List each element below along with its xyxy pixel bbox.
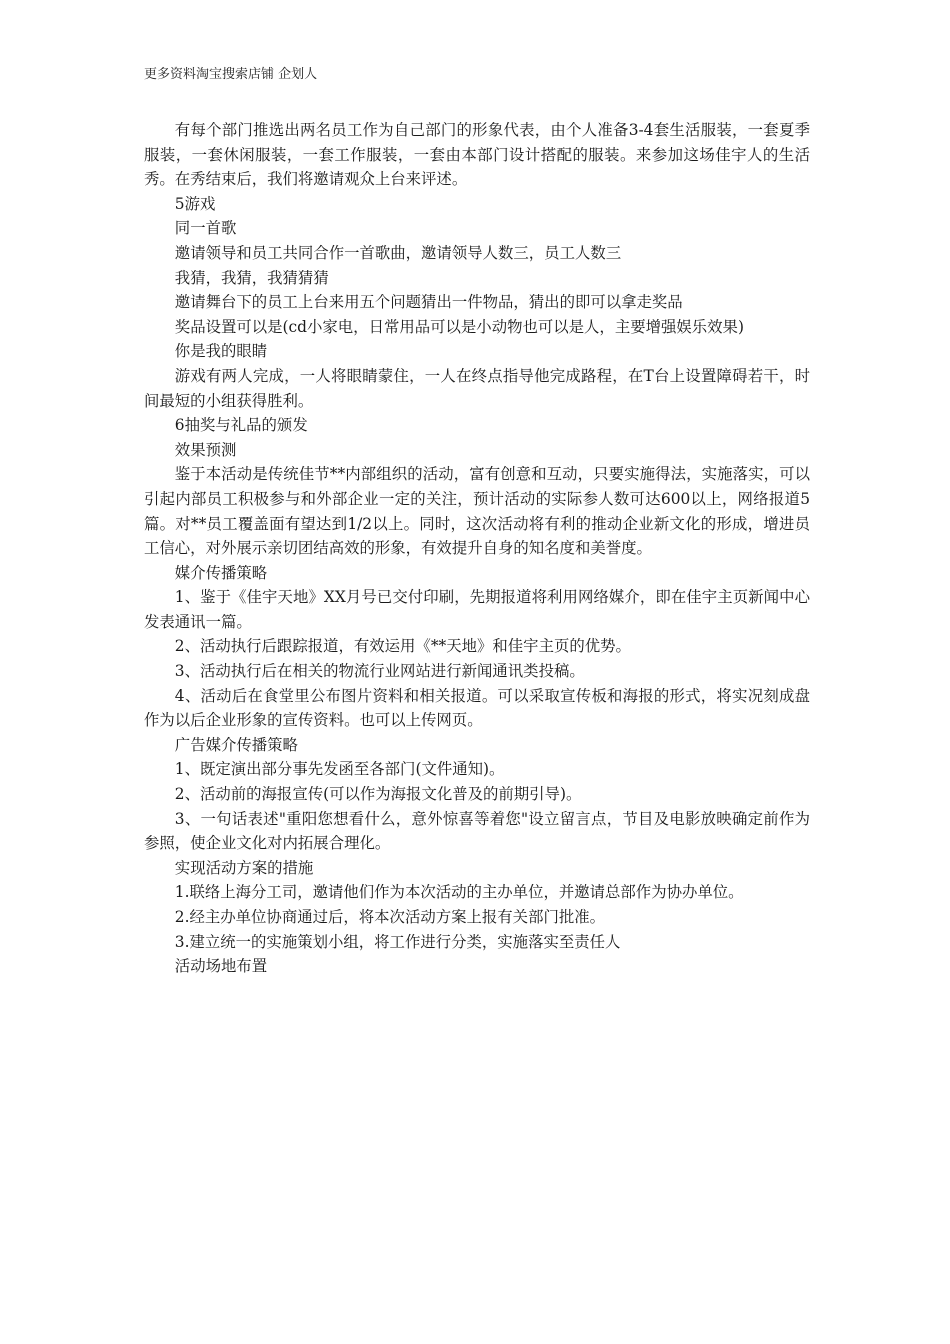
subheading: 你是我的眼睛 bbox=[174, 342, 268, 361]
list-item: 3、活动执行后在相关的物流行业网站进行新闻通讯类投稿。 bbox=[174, 662, 585, 681]
list-item: 1.联络上海分工司，邀请他们作为本次活动的主办单位，并邀请总部作为协办单位。 bbox=[174, 883, 744, 902]
paragraph: 邀请舞台下的员工上台来用五个问题猜出一件物品，猜出的即可以拿走奖品 bbox=[174, 293, 683, 312]
subheading: 同一首歌 bbox=[174, 219, 237, 238]
paragraph: 奖品设置可以是(cd小家电，日常用品可以是小动物也可以是人，主要增强娱乐效果) bbox=[174, 317, 744, 336]
list-item: 3.建立统一的实施策划小组，将工作进行分类，实施落实至责任人 bbox=[174, 932, 621, 951]
document-body bbox=[144, 118, 810, 979]
list-item: 2.经主办单位协商通过后，将本次活动方案上报有关部门批准。 bbox=[174, 908, 606, 926]
list-item: 2、活动执行后跟踪报道，有效运用《**天地》和佳宇主页的优势。 bbox=[174, 637, 631, 656]
page-header: 更多资料淘宝搜索店铺 企划人 bbox=[144, 67, 318, 82]
section-heading: 5游戏 bbox=[174, 194, 216, 213]
subheading: 我猜，我猜，我猜猜猜 bbox=[174, 268, 329, 287]
paragraph: 鉴于本活动是传统佳节**内部组织的活动，富有创意和互动，只要实施得法，实施落实，可以引起内部员工积极参与和外部企业一定的关注，预计活动的实际参人数可达600以上，网络报道5篇。对**员工覆盖面有望达到1/2以上。同时，这次活动将有利的推动企业新文化的形成，增进员工信心，对外展示亲切团结高效的形象，有效提升自身的知名度和美誉度。 bbox=[144, 465, 810, 558]
paragraph: 有每个部门推选出两名员工作为自己部门的形象代表，由个人准备3-4套生活服装，一套夏季服装，一套休闲服装，一套工作服装，一套由本部门设计搭配的服装。来参加这场佳宇人的生活秀。在秀结束后，我们将邀请观众上台来评述。 bbox=[144, 121, 810, 189]
list-item: 3、一句话表述"重阳您想看什么，意外惊喜等着您"设立留言点，节目及电影放映确定前作为参照，使企业文化对内拓展合理化。 bbox=[144, 809, 810, 853]
section-heading: 6抽奖与礼品的颁发 bbox=[174, 416, 308, 435]
section-heading: 效果预测 bbox=[174, 440, 237, 459]
section-heading: 活动场地布置 bbox=[174, 957, 268, 976]
paragraph: 游戏有两人完成，一人将眼睛蒙住，一人在终点指导他完成路程，在T台上设置障碍若干，时间最短的小组获得胜利。 bbox=[144, 366, 810, 410]
list-item: 2、活动前的海报宣传(可以作为海报文化普及的前期引导)。 bbox=[174, 785, 582, 804]
list-item: 1、鉴于《佳宇天地》XX月号已交付印刷，先期报道将利用网络媒介，即在佳宇主页新闻中心发表通讯一篇。 bbox=[144, 588, 810, 631]
section-heading: 媒介传播策略 bbox=[174, 563, 268, 582]
paragraph: 邀请领导和员工共同合作一首歌曲，邀请领导人数三，员工人数三 bbox=[174, 243, 622, 262]
list-item: 4、活动后在食堂里公布图片资料和相关报道。可以采取宣传板和海报的形式，将实况刻成盘作为以后企业形象的宣传资料。也可以上传网页。 bbox=[144, 686, 810, 730]
list-item: 1、既定演出部分事先发函至各部门(文件通知)。 bbox=[174, 760, 505, 779]
section-heading: 实现活动方案的措施 bbox=[174, 858, 314, 877]
section-heading: 广告媒介传播策略 bbox=[174, 735, 298, 754]
